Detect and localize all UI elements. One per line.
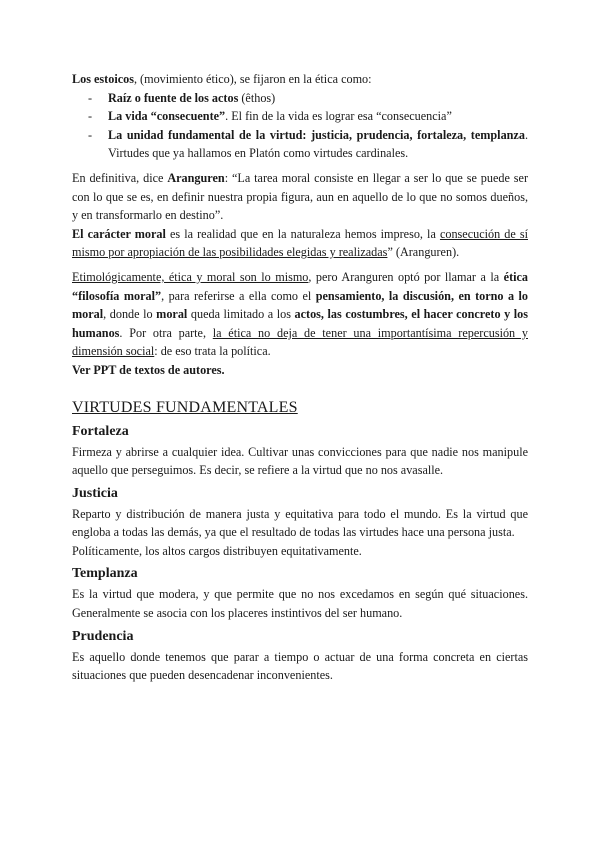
section-heading: VIRTUDES FUNDAMENTALES xyxy=(72,398,298,416)
list-item: - La unidad fundamental de la virtud: justicia, prudencia, fortaleza, templanza. Virtudes que ya hallamos en Platón como virtudes cardinales. xyxy=(92,126,528,163)
stoics-list xyxy=(72,89,528,163)
stoics-intro: Los estoicos, (movimiento ético), se fijaron en la ética como: xyxy=(72,72,372,86)
justicia-text-2: Políticamente, los altos cargos distribuyen equitativamente. xyxy=(72,543,362,558)
document-page xyxy=(72,70,528,685)
list-item: - La vida “consecuente”. El fin de la vida es lograr esa “consecuencia” xyxy=(92,107,528,126)
list-item: - Raíz o fuente de los actos (êthos) xyxy=(92,89,528,108)
fortaleza-text: Firmeza y abrirse a cualquier idea. Cultivar unas convicciones para que nadie nos manipule aquello que perseguimos. Es decir, se refiere a la virtud que no nos avasalle. xyxy=(72,444,528,478)
templanza-title: Templanza xyxy=(72,566,138,582)
prudencia-text: Es aquello donde tenemos que parar a tiempo o actuar de una forma concreta en ciertas situaciones que pueden desencadenar inconvenientes. xyxy=(72,649,528,683)
moral-character: El carácter moral es la realidad que en la naturaleza hemos impreso, la consecución de sí mismo por apropiación de las posibilidades elegidas y realizadas” (Aranguren). xyxy=(72,226,528,260)
etymology-paragraph: Etimológicamente, ética y moral son lo mismo, pero Aranguren optó por llamar a la ética “filosofía moral”, para referirse a ella como el pensamiento, la discusión, en torno a lo moral, donde lo moral queda limitado a los actos, las costumbres, el hacer concreto y los humanos. Por otra parte, la ética no deja de tener una importantísima repercusión y dimensión social: de eso trata la política. xyxy=(72,269,529,359)
prudencia-title: Prudencia xyxy=(72,628,134,644)
justicia-title: Justicia xyxy=(72,485,118,501)
templanza-text: Es la virtud que modera, y que permite que no nos excedamos en según qué situaciones. Generalmente se asocia con los placeres instintivos del ser humano. xyxy=(72,587,528,621)
aranguren-quote: En definitiva, dice Aranguren: “La tarea moral consiste en llegar a ser lo que se puede ser con lo que se es, en definir nuestra propia figura, aun en aquello de lo que no somos dueños, y en transformarlo en destino”. xyxy=(72,170,529,223)
justicia-text: Reparto y distribución de manera justa y equitativa para todo el mundo. Es la virtud que engloba a todas las demás, ya que el resultado de todas las virtudes hace una persona justa. xyxy=(72,506,528,540)
ppt-reference: Ver PPT de textos de autores. xyxy=(72,362,225,377)
fortaleza-title: Fortaleza xyxy=(72,423,129,439)
